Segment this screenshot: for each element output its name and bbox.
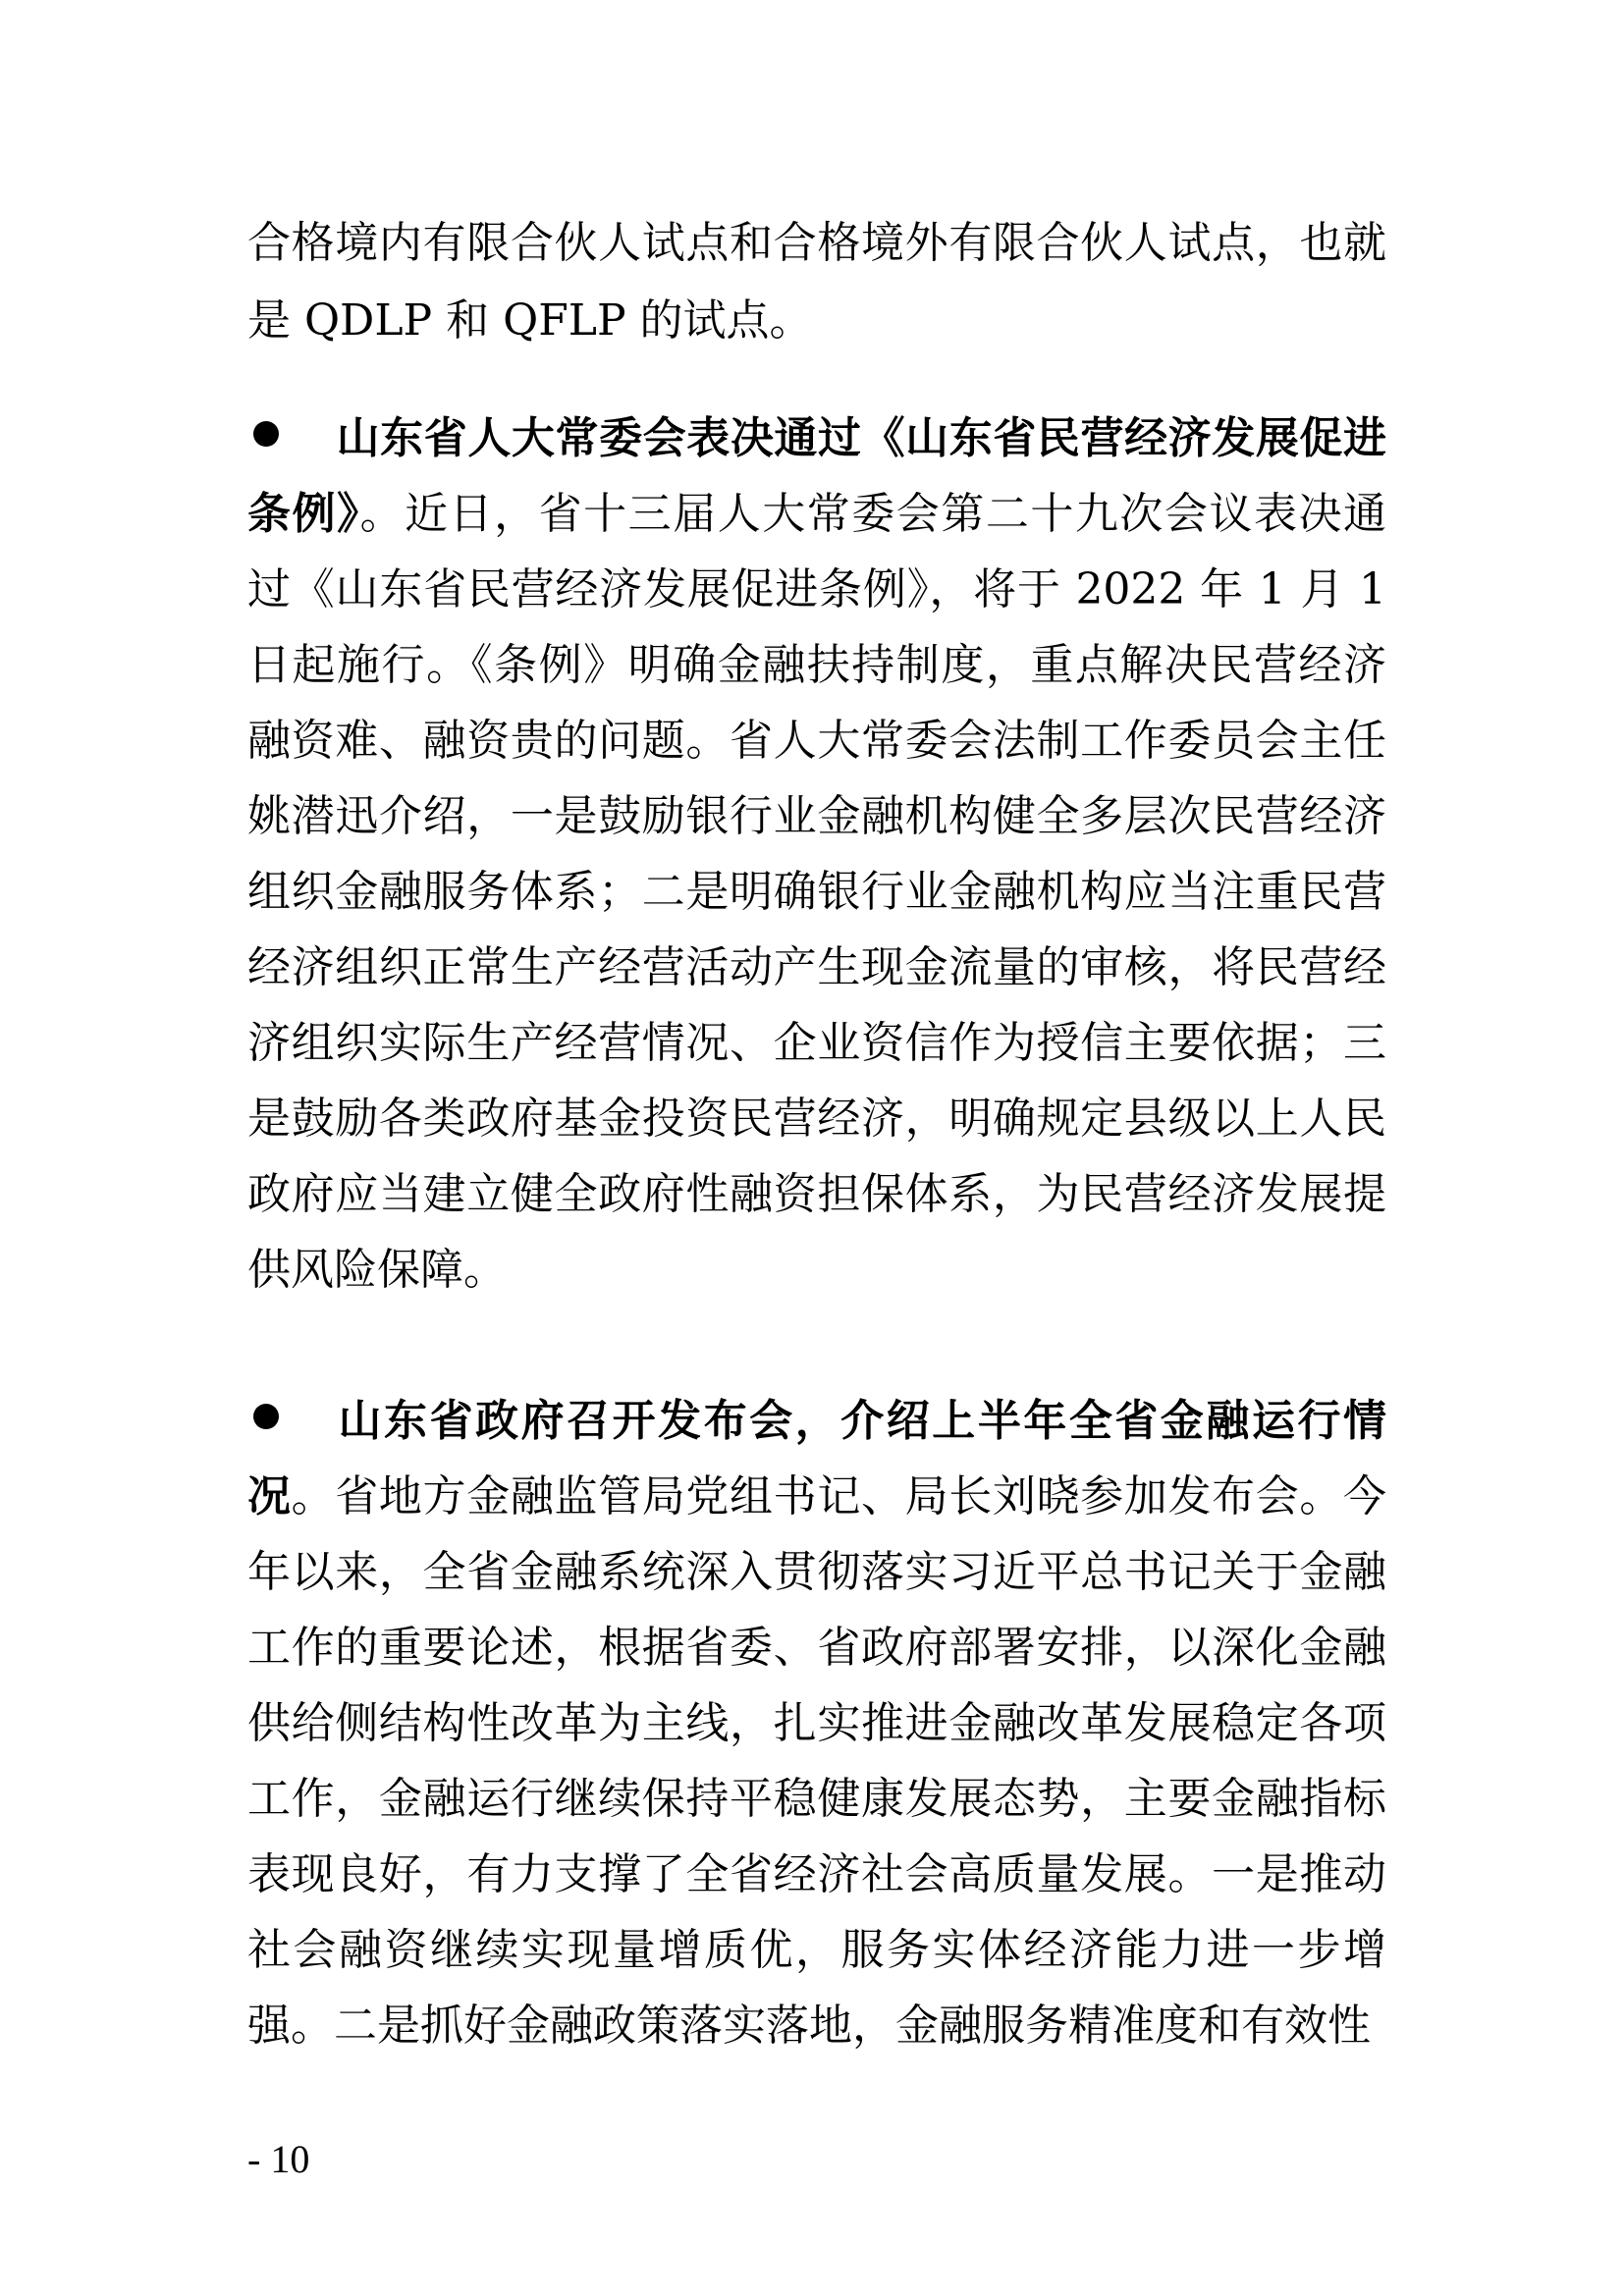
news-item-2 (247, 1383, 1386, 2063)
news-item-1-body: 。近日，省十三届人大常委会第二十九次会议表决通过《山东省民营经济发展促进条例》，将于 2022 年 1 月 1 日起施行。《条例》明确金融扶持制度，重点解决民营经济融资难、融资贵的问题。省人大常委会法制工作委员会主任姚潜迅介绍，一是鼓励银行业金融机构健全多层次民营经济组织金融服务体系；二是明确银行业金融机构应当注重民营经济组织正常生产经营活动产生现金流量的审核，将民营经济组织实际生产经营情况、企业资信作为授信主要依据；三是鼓励各类政府基金投资民营经济，明确规定县级以上人民政府应当建立健全政府性融资担保体系，为民营经济发展提供风险保障。 (247, 489, 1387, 1295)
document-page (247, 204, 1386, 2063)
news-item-1-headline: 山东省人大常委会表决通过《山东省民营经济发展促进条例》 (247, 413, 1386, 539)
news-item-1 (247, 400, 1386, 1308)
bullet-icon (253, 1404, 279, 1429)
news-item-2-headline: 山东省政府召开发布会，介绍上半年全省金融运行情况 (247, 1396, 1386, 1522)
news-item-2-body: 。省地方金融监管局党组书记、局长刘晓参加发布会。今年以来，全省金融系统深入贯彻落实习近平总书记关于金融工作的重要论述，根据省委、省政府部署安排，以深化金融供给侧结构性改革为主线，扎实推进金融改革发展稳定各项工作，金融运行继续保持平稳健康发展态势，主要金融指标表现良好，有力支撑了全省经济社会高质量发展。一是推动社会融资继续实现量增质优，服务实体经济能力进一步增强。二是抓好金融政策落实落地，金融服务精准度和有效性 (247, 1471, 1386, 2051)
bullet-icon (253, 421, 279, 447)
continued-paragraph: 合格境内有限合伙人试点和合格境外有限合伙人试点，也就是 QDLP 和 QFLP 的试点。 (247, 218, 1386, 346)
page-number: - 10 (247, 2137, 310, 2181)
